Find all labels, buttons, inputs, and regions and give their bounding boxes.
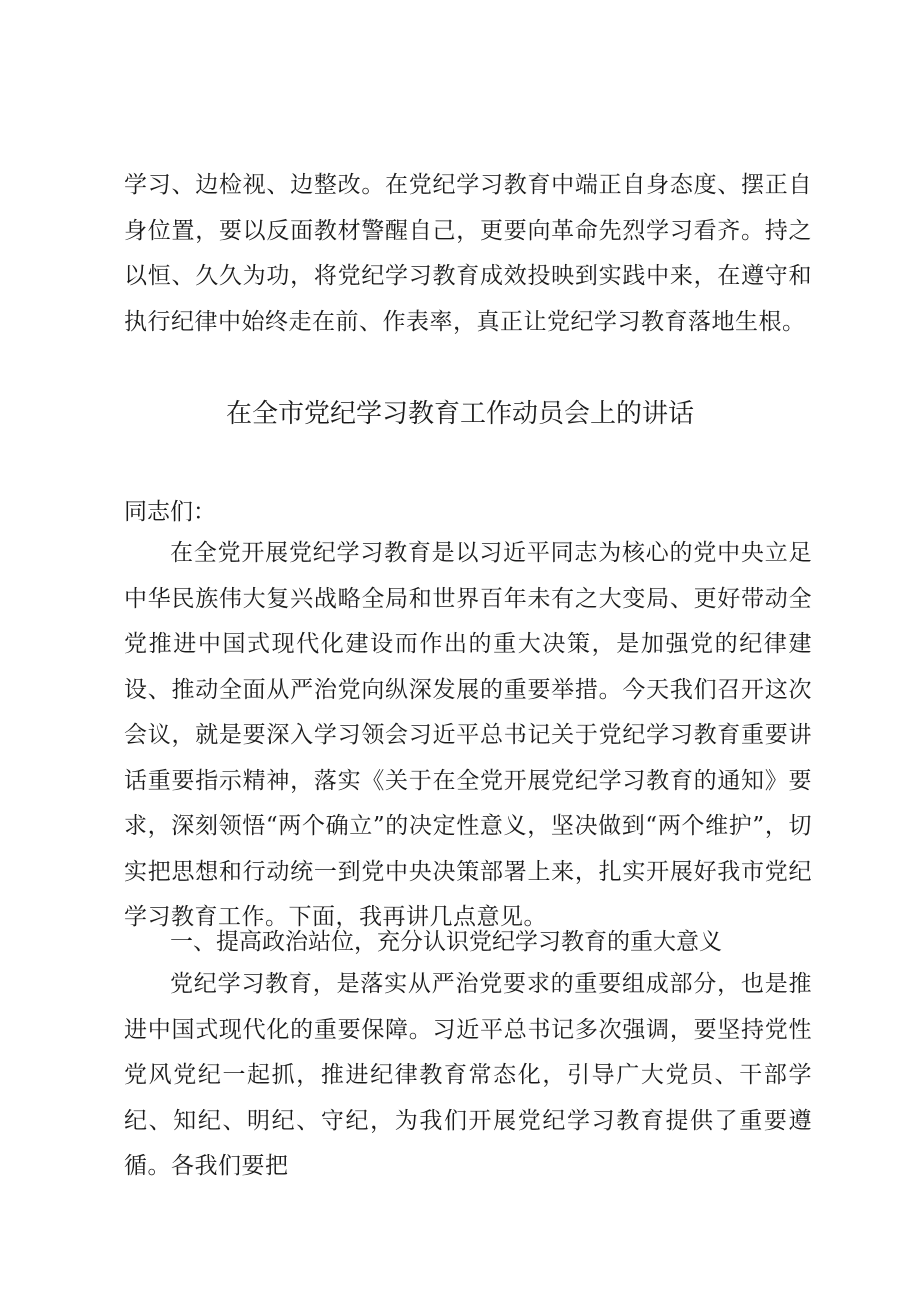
body-paragraph-2: 党纪学习教育，是落实从严治党要求的重要组成部分，也是推进中国式现代化的重要保障。习近平总书记多次强调，要坚持党性党风党纪一起抓，推进纪律教育常态化，引导广大党员、干部学纪、知纪、明纪、守纪，为我们开展党纪学习教育提供了重要遵循。各我们要把	[124, 971, 812, 1179]
continuation-paragraph: 学习、边检视、边整改。在党纪学习教育中端正自身态度、摆正自身位置，要以反面教材警醒自己，更要向革命先烈学习看齐。持之以恒、久久为功，将党纪学习教育成效投映到实践中来，在遵守和执行纪律中始终走在前、作表率，真正让党纪学习教育落地生根。	[124, 172, 812, 335]
speech-title: 在全市党纪学习教育工作动员会上的讲话	[225, 399, 694, 429]
salutation: 同志们：	[124, 499, 216, 525]
section-heading-1: 一、提高政治站位，充分认识党纪学习教育的重大意义	[170, 929, 722, 955]
body-paragraph-1: 在全党开展党纪学习教育是以习近平同志为核心的党中央立足中华民族伟大复兴战略全局和世界百年未有之大变局、更好带动全党推进中国式现代化建设而作出的重大决策，是加强党的纪律建设、推动全面从严治党向纵深发展的重要举措。今天我们召开这次会议，就是要深入学习领会习近平总书记关于党纪学习教育重要讲话重要指示精神，落实《关于在全党开展党纪学习教育的通知》要求，深刻领悟“两个确立”的决定性意义，坚决做到“两个维护”，切实把思想和行动统一到党中央决策部署上来，扎实开展好我市党纪学习教育工作。下面，我再讲几点意见。	[124, 540, 812, 930]
